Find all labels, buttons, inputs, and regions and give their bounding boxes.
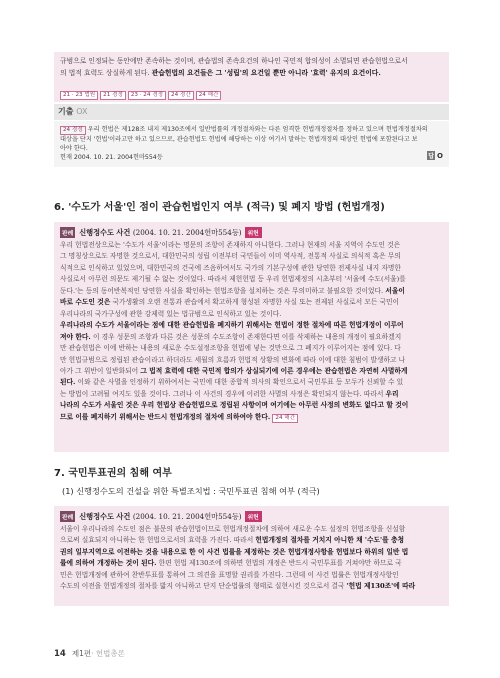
chapter-label: · 헌법총론 <box>91 649 125 658</box>
page-footer <box>54 648 125 659</box>
case-citation: (2004. 10. 21. 2004헌마554등) <box>132 512 242 521</box>
verdict-badge: 위헌 <box>245 227 262 238</box>
summary-line-2: 의 법적 효력도 상실하게 된다. <box>60 68 152 77</box>
section-7-title: 7. 국민투표권의 침해 여부 <box>54 468 172 479</box>
part-label: 제1편 <box>71 649 92 658</box>
case-name: 신행정수도 사건 <box>79 228 131 237</box>
answer-icon: 답 <box>428 153 435 160</box>
case-citation: (2004. 10. 21. 2004헌마554등) <box>132 228 242 237</box>
ox-quiz-header <box>54 104 449 120</box>
case-name: 신행정수도 사건 <box>79 512 131 521</box>
case-label: 판례 <box>60 227 75 238</box>
ox-quiz-title: 기출 OX <box>58 107 88 116</box>
ox-citation: 헌재 2004. 10. 21. 2004헌마554등 <box>60 154 163 161</box>
section-6-title: 6. '수도가 서울'인 점이 관습헌법인지 여부 (적극) 및 폐지 방법 (헌법개정) <box>54 202 385 213</box>
exam-tags <box>54 79 449 100</box>
case-box-section-7 <box>54 506 449 606</box>
summary-line-2-bold: 관습헌법의 요건들은 그 '성립'의 요건일 뿐만 아니라 '효력' 유지의 요건이다. <box>151 68 381 77</box>
ox-quiz-body <box>54 121 449 167</box>
case-box-section-6 <box>54 222 449 452</box>
case-header <box>54 506 449 524</box>
exam-tag: 24 해간 <box>272 414 298 423</box>
exam-tag: 24 해간 <box>196 91 222 100</box>
ox-answer: 답 O <box>428 152 443 160</box>
exam-tag: 21 경정 <box>100 91 126 100</box>
exam-badge: 24 경정 <box>60 126 86 135</box>
section-7-subtitle: (1) 신행정수도의 건설을 위한 특별조치법 : 국민투표권 침해 여부 (적극) <box>62 486 320 496</box>
exam-tag: 23 · 24 경정 <box>128 91 166 100</box>
case-header <box>54 222 449 240</box>
case-paragraph-1: 우리 헌법전상으로는 '수도가 서울'이라는 명문의 조항이 존재하지 아니한다. 그러나 현재의 서울 지역이 수도인 것은 그 명칭상으로도 자명한 것으로서, 대한민국의 성립 이전부터 국민들이 이미 역사적, 전통적 사실로 의식적 혹은 무의 식적으로 인식하고 있었으며, 대한민국의 건국에 즈음하여서도 국가의 기본구성에 관한 당연한 전제사실 내지 자명한 사실로서 아무런 의문도 제기될 수 없는 것이었다. 따라서 제헌헌법 등 우리 헌법제정의 시초부터 '서울에 수도(서울)를 둔다.'는 등의 동어반복적인 당연한 사실을 확인하는 헌법조항을 설치하는 것은 무의미하고 불필요한 것이었다. 서울이 바로 수도인 것은 국가생활의 오랜 전통과 관습에서 확고하게 형성된 자명한 사실 또는 전제된 사실로서 모든 국민이 우리나라의 국가구성에 관한 강제력 있는 법규범으로 인식하고 있는 것이다. <box>60 241 406 318</box>
case-label: 판례 <box>60 511 75 522</box>
summary-box <box>54 52 449 102</box>
exam-tag: 21 · 23 법원 <box>60 91 98 100</box>
verdict-badge: 위헌 <box>245 511 262 522</box>
exam-tag: 24 경간 <box>168 91 194 100</box>
case-paragraph: 서울이 우리나라의 수도인 점은 불문의 관습헌법이므로 헌법개정절차에 의하여 새로운 수도 설정의 헌법조항을 신설함 으로써 실효되지 아니하는 한 헌법으로서의 효력을 가진다. 따라서 헌법개정의 절차를 거치지 아니한 채 '수도'를 충청 권의 일부지역으로 이전하는 것을 내용으로 한 이 사건 법률을 제정하는 것은 헌법개정사항을 헌법보다 하위의 일반 법 률에 의하여 개정하는 것이 된다. 한편 헌법 제130조에 의하면 헌법의 개정은 반드시 국민투표를 거쳐야만 하므로 국 민은 헌법개정에 관하여 찬반투표를 통하여 그 의견을 표명할 권리를 가진다. 그런데 이 사건 법률은 헌법개정사항인 수도의 이전을 헌법개정의 절차를 밟지 아니하고 단지 단순법률의 형태로 실현시킨 것으로서 결국 '헌법 제130조'에 따라 <box>60 525 416 591</box>
summary-line-1: 규범으로 인정되는 동안에만 존속하는 것이며, 관습법의 존속요건의 하나인 국민적 합의성이 소멸되면 관습헌법으로서 <box>60 57 408 65</box>
ox-question: 24 경정 우리 헌법은 제128조 내지 제130조에서 일반법률의 개정절차와는 다른 엄격한 헌법개정절차를 정하고 있으며 헌법개정절차의 대상을 단지 '헌법'이라고만 하고 있으므로, 관습헌법도 헌법에 해당하는 이상 여기서 말하는 헌법개정의 대상인 헌법에 포함된다고 보 아야 한다. 헌재 2004. 10. 21. 2004헌마554등 <box>60 126 428 161</box>
summary-text <box>54 52 449 79</box>
case-paragraph-2: 우리나라의 수도가 서울이라는 점에 대한 관습헌법을 폐지하기 위해서는 헌법이 정한 절차에 따른 헌법개정이 이루어 져야 한다. 이 경우 성문의 조항과 다른 것은 성문의 수도조항이 존재한다면 이를 삭제하는 내용의 개정이 필요하겠지 만 관습헌법은 이에 반하는 내용의 새로운 수도설정조항을 헌법에 넣는 것만으로 그 폐지가 이루어지는 점에 있다. 다 만 헌법규범으로 정립된 관습이라고 하더라도 세월의 흐름과 헌법적 상황의 변화에 따라 이에 대한 침범이 발생하고 나 아가 그 위반이 일반화되어 그 법적 효력에 대한 국민적 합의가 상실되기에 이른 경우에는 관습헌법은 자연히 사멸하게 된다. 이와 같은 사멸을 인정하기 위하여서는 국민에 대한 종합적 의사의 확인으로서 국민투표 등 모두가 신뢰할 수 있 는 방법이 고려될 여지도 있을 것이다. 그러나 이 사건의 경우에 이러한 사멸의 사정은 확인되지 않는다. 따라서 우리 나라의 수도가 서울인 것은 우리 헌법상 관습헌법으로 정립된 사항이며 여기에는 아무런 사정의 변화도 없다고 할 것이 므로 이를 폐지하기 위해서는 반드시 헌법개정의 절차에 의하여야 한다. 24 해간 <box>60 321 409 421</box>
page-number: 14 <box>54 649 66 659</box>
